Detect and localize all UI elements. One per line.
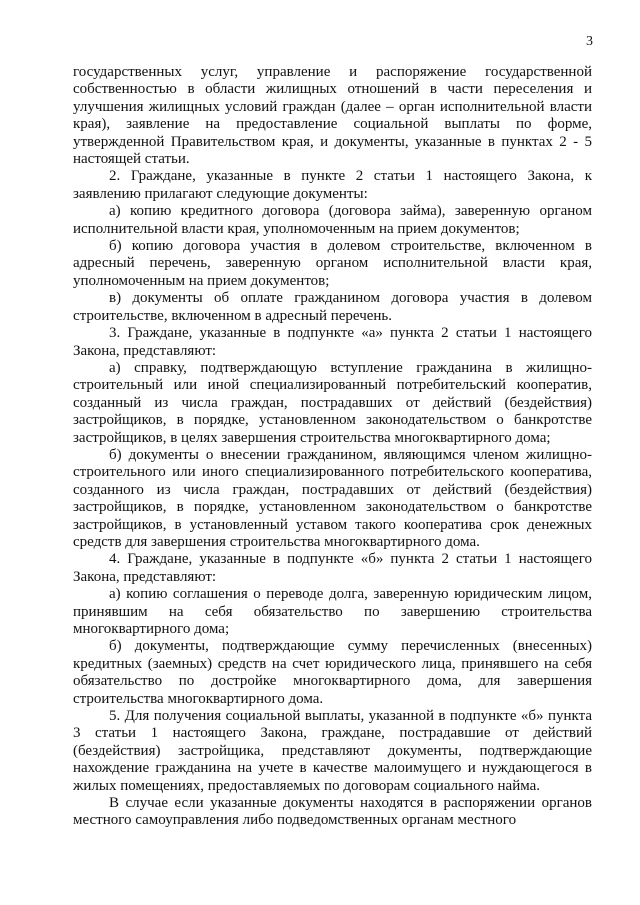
paragraph: а) справку, подтверждающую вступление гражданина в жилищно-строительный или иной специализированный потребительский кооператив, созданный из числа граждан, пострадавших от действий (бездействия) застройщиков, в порядке, установленном законодательством о банкротстве застройщиков, в целях завершения строительства многоквартирного дома; [73, 359, 592, 446]
body-text [73, 64, 592, 830]
paragraph: а) копию кредитного договора (договора займа), заверенную органом исполнительной власти края, уполномоченным на прием документов; [73, 203, 592, 237]
paragraph: а) копию соглашения о переводе долга, заверенную юридическим лицом, принявшим на себя обязательство по завершению строительства многоквартирного дома; [73, 586, 592, 637]
paragraph: В случае если указанные документы находятся в распоряжении органов местного самоуправления либо подведомственных органам местного [73, 795, 592, 829]
paragraph: 3. Граждане, указанные в подпункте «а» пункта 2 статьи 1 настоящего Закона, представляют: [73, 325, 592, 359]
paragraph: б) документы о внесении гражданином, являющимся членом жилищно-строительного или иного специализированного потребительского кооператива, созданного из числа граждан, пострадавших от действий (бездействия) застройщиков, в порядке, установленном законодательством о банкротстве застройщиков, в установленный уставом такого кооператива срок денежных средств для завершения строительства многоквартирного дома. [73, 446, 592, 550]
paragraph: 4. Граждане, указанные в подпункте «б» пункта 2 статьи 1 настоящего Закона, представляют: [73, 551, 592, 585]
page-number: 3 [586, 34, 593, 49]
paragraph: 2. Граждане, указанные в пункте 2 статьи 1 настоящего Закона, к заявлению прилагают следующие документы: [73, 168, 592, 202]
paragraph: 5. Для получения социальной выплаты, указанной в подпункте «б» пункта 3 статьи 1 настоящего Закона, граждане, пострадавшие от действий (бездействия) застройщика, представляют документы, подтверждающие нахождение гражданина на учете в качестве малоимущего и нуждающегося в жилых помещениях, предоставляемых по договорам социального найма. [73, 708, 592, 794]
paragraph: б) документы, подтверждающие сумму перечисленных (внесенных) кредитных (заемных) средств на счет юридического лица, принявшего на себя обязательство по достройке многоквартирного дома, для завершения строительства многоквартирного дома. [73, 638, 592, 707]
paragraph: в) документы об оплате гражданином договора участия в долевом строительстве, включенном в адресный перечень. [73, 290, 592, 324]
paragraph: б) копию договора участия в долевом строительстве, включенном в адресный перечень, заверенную органом исполнительной власти края, уполномоченным на прием документов; [73, 238, 592, 289]
paragraph: государственных услуг, управление и распоряжение государственной собственностью в области жилищных отношений в части переселения и улучшения жилищных условий граждан (далее – орган исполнительной власти края), заявление на предоставление социальной выплаты по форме, утвержденной Правительством края, и документы, указанные в пунктах 2 - 5 настоящей статьи. [73, 64, 592, 168]
